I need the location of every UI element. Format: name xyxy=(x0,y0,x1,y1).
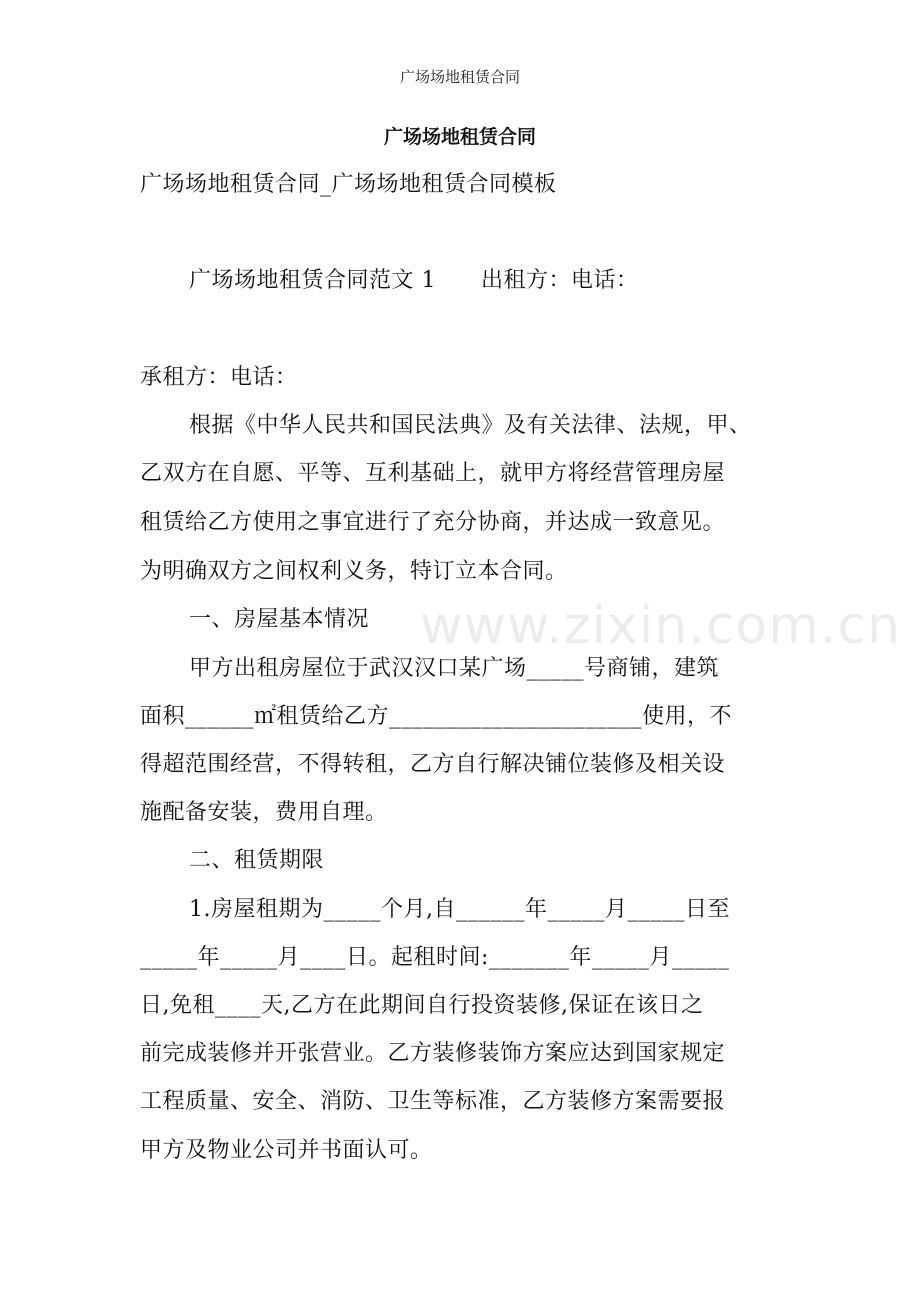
paragraph-line: 工程质量、安全、消防、卫生等标准，乙方装修方案需要报 xyxy=(140,1089,726,1114)
section-heading: 一、房屋基本情况 xyxy=(189,607,370,632)
document-title: 广场场地租赁合同 xyxy=(383,126,536,148)
paragraph-line: 承租方：电话： xyxy=(140,365,298,390)
paragraph-line: _____年_____月____日。起租时间:_______年_____月_____ xyxy=(140,945,730,970)
paragraph-line: 面积______㎡租赁给乙方______________________使用，不 xyxy=(140,704,733,729)
paragraph-line: 施配备安装，费用自理。 xyxy=(140,800,388,825)
paragraph-line: 得超范围经营，不得转租，乙方自行解决铺位装修及相关设 xyxy=(140,752,726,777)
paragraph-line: 1.房屋租期为_____个月,自______年_____月_____日至 xyxy=(189,897,730,922)
watermark: www.zixin.com.cn xyxy=(420,596,901,656)
paragraph-line: 广场场地租赁合同范文 1 出租方：电话： xyxy=(189,268,639,293)
section-heading: 二、租赁期限 xyxy=(189,848,325,873)
paragraph-line: 租赁给乙方使用之事宜进行了充分协商，并达成一致意见。 xyxy=(140,510,726,535)
paragraph-line: 为明确双方之间权利义务，特订立本合同。 xyxy=(140,559,568,584)
paragraph-line: 日,免租____天,乙方在此期间自行投资装修,保证在该日之 xyxy=(140,993,704,1018)
running-header: 广场场地租赁合同 xyxy=(399,68,520,86)
paragraph-line: 甲方出租房屋位于武汉汉口某广场_____号商铺，建筑 xyxy=(189,656,720,681)
paragraph-line: 根据《中华人民共和国民法典》及有关法律、法规，甲、 xyxy=(189,413,752,438)
document-subtitle: 广场场地租赁合同_广场场地租赁合同模板 xyxy=(140,172,557,197)
paragraph-line: 甲方及物业公司并书面认可。 xyxy=(140,1138,433,1163)
paragraph-line: 前完成装修并开张营业。乙方装修装饰方案应达到国家规定 xyxy=(140,1041,726,1066)
paragraph-line: 乙双方在自愿、平等、互利基础上，就甲方将经营管理房屋 xyxy=(140,461,726,486)
